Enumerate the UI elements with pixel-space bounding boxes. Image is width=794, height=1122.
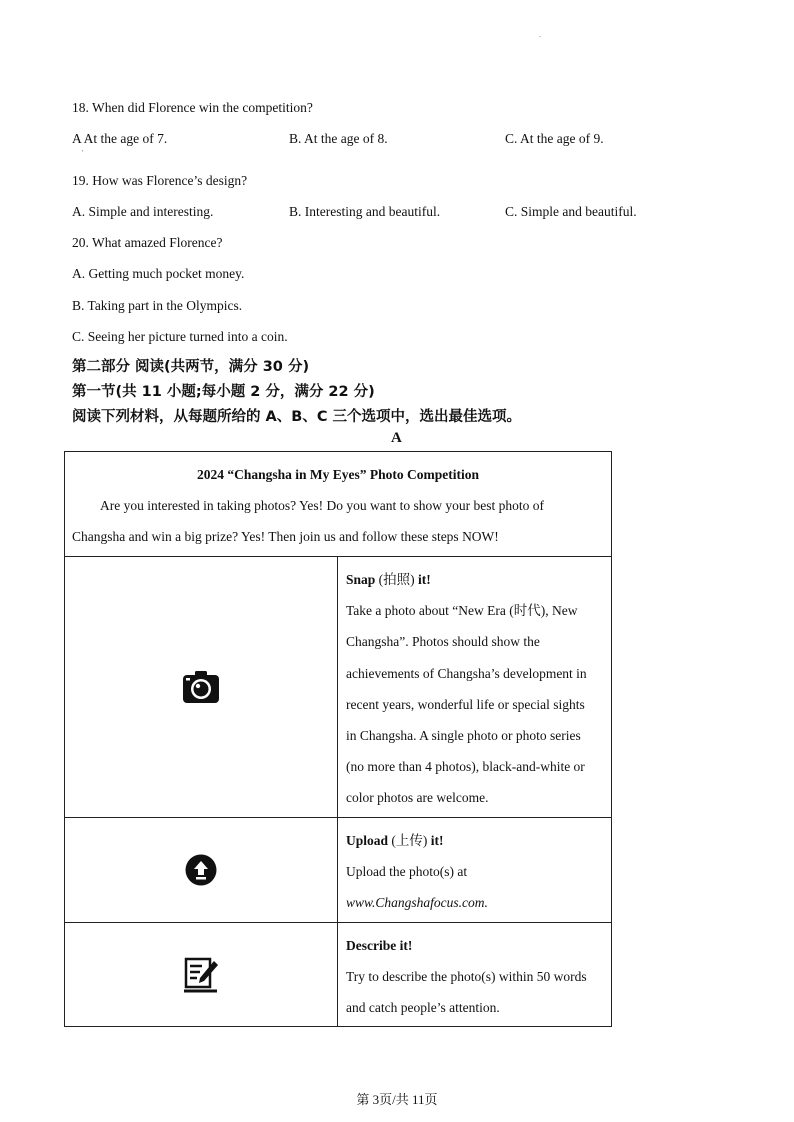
step-snap-text <box>338 557 611 817</box>
step-snap-line: Take a photo about “New Era (时代), New <box>346 603 578 619</box>
step-snap-line: achievements of Changsha’s development in <box>346 665 587 681</box>
edit-document-icon <box>183 957 219 993</box>
step-describe-icon-cell <box>65 923 338 1026</box>
upload-icon <box>185 854 217 886</box>
step-snap-line: in Changsha. A single photo or photo series <box>346 728 581 744</box>
step-snap-line: Changsha”. Photos should show the <box>346 634 540 650</box>
upload-website-link[interactable]: www.Changshafocus.com. <box>346 895 488 911</box>
step-snap-line: color photos are welcome. <box>346 790 489 806</box>
q19-option-a: A. Simple and interesting. <box>72 204 214 219</box>
step-snap-line: recent years, wonderful life or special sights <box>346 696 585 712</box>
question-20: 20. What amazed Florence? <box>72 235 223 250</box>
step-describe-heading: Describe it! <box>346 938 413 953</box>
step-describe-row <box>65 923 611 1026</box>
question-18: 18. When did Florence win the competition? <box>72 100 313 115</box>
step-describe-line: Try to describe the photo(s) within 50 words <box>346 969 587 985</box>
step-upload-heading: Upload (上传) it! <box>346 833 444 848</box>
q20-option-b: B. Taking part in the Olympics. <box>72 298 243 313</box>
q19-option-b: B. Interesting and beautiful. <box>289 204 441 219</box>
q18-option-b: B. At the age of 8. <box>289 131 388 146</box>
step-describe-line: and catch people’s attention. <box>346 1000 500 1016</box>
print-mark: ' <box>82 149 84 157</box>
section-sub-heading: 第一节(共 11 小题;每小题 2 分，满分 22 分) <box>72 384 375 400</box>
section-part-heading: 第二部分 阅读(共两节，满分 30 分) <box>72 359 310 375</box>
step-describe-text <box>338 923 611 1026</box>
page-footer: 第 3页/共 11页 <box>356 1092 438 1107</box>
notice-header <box>65 452 611 557</box>
step-snap-line: (no more than 4 photos), black-and-white or <box>346 759 585 775</box>
q20-option-c: C. Seeing her picture turned into a coin. <box>72 329 288 344</box>
step-snap-row <box>65 557 611 818</box>
step-upload-row <box>65 818 611 923</box>
section-instruction: 阅读下列材料，从每题所给的 A、B、C 三个选项中，选出最佳选项。 <box>72 409 522 425</box>
q18-option-c: C. At the age of 9. <box>505 131 604 146</box>
competition-notice-table <box>64 451 612 1027</box>
camera-icon <box>182 670 220 704</box>
notice-intro-line-1: Are you interested in taking photos? Yes! Do you want to show your best photo of <box>100 498 544 513</box>
step-snap-heading: Snap (拍照) it! <box>346 572 431 587</box>
notice-intro-line-2: Changsha and win a big prize? Yes! Then join us and follow these steps NOW! <box>72 529 499 544</box>
question-19: 19. How was Florence’s design? <box>72 173 248 188</box>
q18-option-a: A At the age of 7. <box>72 131 168 146</box>
step-upload-text <box>338 818 611 922</box>
q20-option-a: A. Getting much pocket money. <box>72 266 245 281</box>
step-upload-icon-cell <box>65 818 338 922</box>
passage-label: A <box>391 430 402 446</box>
step-snap-icon-cell <box>65 557 338 817</box>
header-mark: . <box>539 30 541 39</box>
q19-option-c: C. Simple and beautiful. <box>505 204 637 219</box>
step-upload-line: Upload the photo(s) at <box>346 864 468 880</box>
notice-title: 2024 “Changsha in My Eyes” Photo Competition <box>196 467 480 482</box>
